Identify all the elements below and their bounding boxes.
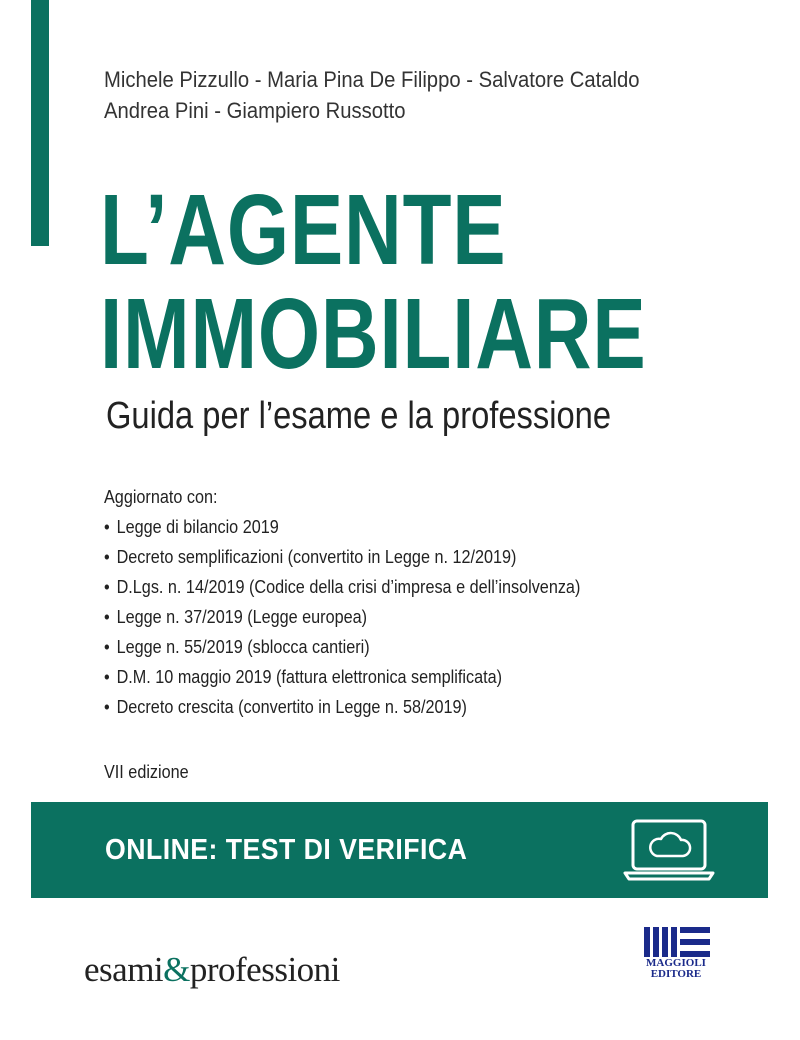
- publisher-name-line-2: EDITORE: [650, 968, 702, 980]
- list-item: [104, 572, 580, 602]
- bullet-icon: •: [104, 667, 110, 687]
- list-item-text: Legge n. 37/2019 (Legge europea): [116, 607, 368, 627]
- updates-list: [104, 482, 580, 722]
- series-logo: [84, 948, 340, 992]
- series-logo-part-1: esami: [84, 950, 164, 989]
- book-title: [100, 174, 647, 390]
- list-item: [104, 542, 580, 572]
- title-line-1: L’AGENTE: [100, 174, 507, 286]
- list-item: [104, 692, 580, 722]
- online-banner: [31, 802, 768, 898]
- list-item: [104, 662, 580, 692]
- list-item: [104, 512, 580, 542]
- online-label: ONLINE: TEST DI VERIFICA: [105, 834, 468, 866]
- bullet-icon: •: [104, 547, 110, 567]
- bullet-icon: •: [104, 517, 110, 537]
- accent-bar: [31, 0, 49, 246]
- authors-line-2: Andrea Pini - Giampiero Russotto: [104, 98, 406, 123]
- publisher-name: [636, 958, 716, 980]
- list-item-text: Decreto crescita (convertito in Legge n. 58/2019): [116, 697, 467, 717]
- publisher-name-line-1: MAGGIOLI: [646, 957, 706, 969]
- list-item-text: D.Lgs. n. 14/2019 (Codice della crisi d’impresa e dell’insolvenza): [116, 577, 581, 597]
- bullet-icon: •: [104, 607, 110, 627]
- list-item-text: D.M. 10 maggio 2019 (fattura elettronica semplificata): [116, 667, 502, 687]
- list-item-text: Decreto semplificazioni (convertito in Legge n. 12/2019): [116, 547, 517, 567]
- authors: [104, 64, 639, 126]
- bullet-icon: •: [104, 637, 110, 657]
- updates-heading: Aggiornato con:: [104, 487, 218, 507]
- laptop-cloud-icon: [623, 818, 715, 882]
- series-logo-ampersand: &: [163, 950, 190, 989]
- bullet-icon: •: [104, 577, 110, 597]
- list-item: [104, 602, 580, 632]
- list-item-text: Legge di bilancio 2019: [116, 517, 279, 537]
- series-logo-part-2: professioni: [189, 950, 340, 989]
- list-item-text: Legge n. 55/2019 (sblocca cantieri): [116, 637, 370, 657]
- title-line-2: IMMOBILIARE: [100, 278, 647, 390]
- list-item: [104, 632, 580, 662]
- bullet-icon: •: [104, 697, 110, 717]
- authors-line-1: Michele Pizzullo - Maria Pina De Filippo - Salvatore Cataldo: [104, 67, 640, 92]
- edition-label: VII edizione: [104, 762, 189, 782]
- book-subtitle: Guida per l’esame e la professione: [106, 395, 612, 437]
